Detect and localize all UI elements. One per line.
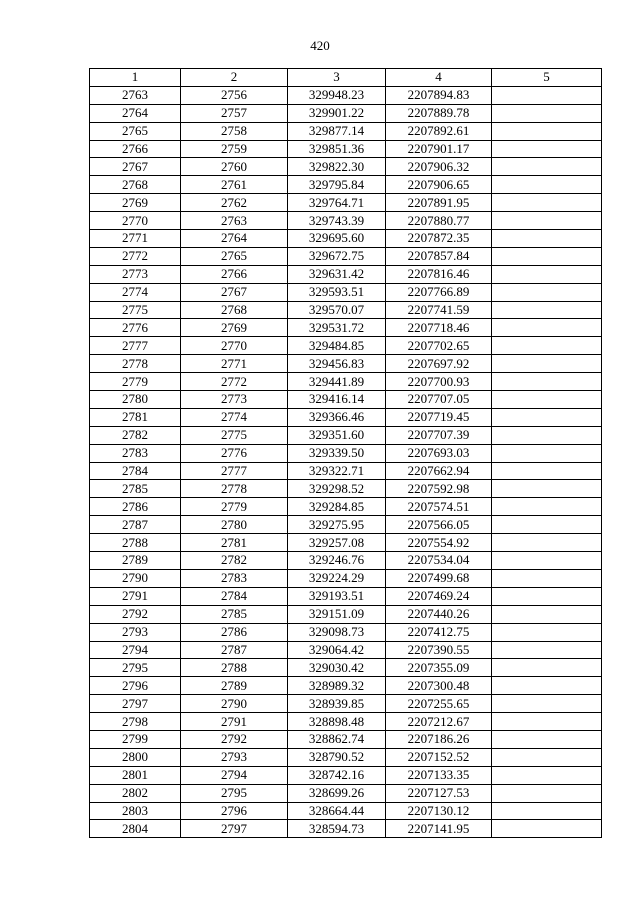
table-row xyxy=(90,802,602,820)
table-cell xyxy=(492,784,602,802)
table-cell xyxy=(492,480,602,498)
table-cell: 2207662.94 xyxy=(386,462,492,480)
table-cell xyxy=(492,373,602,391)
table-cell: 2786 xyxy=(90,498,181,516)
table-cell xyxy=(492,587,602,605)
table-cell: 2207697.92 xyxy=(386,355,492,373)
table-cell: 2207894.83 xyxy=(386,86,492,104)
table-cell: 2207440.26 xyxy=(386,605,492,623)
table-cell: 329275.95 xyxy=(288,516,386,534)
table-cell: 329531.72 xyxy=(288,319,386,337)
table-cell: 329351.60 xyxy=(288,426,386,444)
table-cell: 2771 xyxy=(181,355,288,373)
table-row xyxy=(90,373,602,391)
table-cell xyxy=(492,516,602,534)
table-cell: 2207857.84 xyxy=(386,247,492,265)
column-header: 1 xyxy=(90,69,181,87)
table-cell: 2207718.46 xyxy=(386,319,492,337)
table-row xyxy=(90,408,602,426)
table-cell: 2756 xyxy=(181,86,288,104)
table-cell xyxy=(492,194,602,212)
table-cell: 2798 xyxy=(90,713,181,731)
table-cell: 2789 xyxy=(90,552,181,570)
table-cell: 2793 xyxy=(90,623,181,641)
table-row xyxy=(90,516,602,534)
table-row xyxy=(90,498,602,516)
table-cell: 329366.46 xyxy=(288,408,386,426)
table-cell: 2787 xyxy=(181,641,288,659)
table-cell: 2766 xyxy=(90,140,181,158)
table-row xyxy=(90,444,602,462)
table-cell: 2207707.39 xyxy=(386,426,492,444)
table-cell: 2792 xyxy=(90,605,181,623)
table-cell: 2207574.51 xyxy=(386,498,492,516)
table-cell: 329193.51 xyxy=(288,587,386,605)
table-row xyxy=(90,784,602,802)
table-cell: 2207130.12 xyxy=(386,802,492,820)
table-cell: 329672.75 xyxy=(288,247,386,265)
table-cell xyxy=(492,301,602,319)
table-cell: 2794 xyxy=(181,766,288,784)
table-cell: 2782 xyxy=(181,552,288,570)
table-cell: 2207592.98 xyxy=(386,480,492,498)
table-cell xyxy=(492,820,602,838)
table-cell: 2761 xyxy=(181,176,288,194)
table-row xyxy=(90,283,602,301)
table-cell xyxy=(492,552,602,570)
table-cell: 329416.14 xyxy=(288,391,386,409)
table-cell: 2779 xyxy=(90,373,181,391)
table-cell: 2776 xyxy=(90,319,181,337)
page-number: 420 xyxy=(310,38,330,53)
table-cell: 329246.76 xyxy=(288,552,386,570)
table-row xyxy=(90,569,602,587)
table-cell: 2801 xyxy=(90,766,181,784)
table-cell xyxy=(492,462,602,480)
table-cell: 2794 xyxy=(90,641,181,659)
table-row xyxy=(90,480,602,498)
table-cell: 329764.71 xyxy=(288,194,386,212)
table-cell: 2207872.35 xyxy=(386,230,492,248)
header-row xyxy=(90,69,602,87)
table-cell: 2207127.53 xyxy=(386,784,492,802)
table-cell xyxy=(492,391,602,409)
table-cell: 2800 xyxy=(90,748,181,766)
table-cell: 2769 xyxy=(90,194,181,212)
table-cell: 2207906.32 xyxy=(386,158,492,176)
table-cell: 2770 xyxy=(181,337,288,355)
table-cell: 2207741.59 xyxy=(386,301,492,319)
column-header: 5 xyxy=(492,69,602,87)
table-cell: 2765 xyxy=(90,122,181,140)
table-cell xyxy=(492,623,602,641)
column-header: 4 xyxy=(386,69,492,87)
table-cell: 2773 xyxy=(90,265,181,283)
table-cell: 2207719.45 xyxy=(386,408,492,426)
table-row xyxy=(90,355,602,373)
table-cell xyxy=(492,104,602,122)
table-row xyxy=(90,766,602,784)
table-cell: 2775 xyxy=(90,301,181,319)
table-cell xyxy=(492,212,602,230)
table-cell: 2759 xyxy=(181,140,288,158)
table-row xyxy=(90,391,602,409)
table-cell: 2796 xyxy=(90,677,181,695)
table-row xyxy=(90,748,602,766)
table-cell: 2207300.48 xyxy=(386,677,492,695)
table-cell: 2207880.77 xyxy=(386,212,492,230)
table-cell xyxy=(492,569,602,587)
table-row xyxy=(90,623,602,641)
table-row xyxy=(90,176,602,194)
table-cell: 2757 xyxy=(181,104,288,122)
table-cell: 2789 xyxy=(181,677,288,695)
table-cell: 2767 xyxy=(181,283,288,301)
table-cell xyxy=(492,605,602,623)
table-row xyxy=(90,140,602,158)
table-cell xyxy=(492,748,602,766)
table-row xyxy=(90,337,602,355)
table-cell: 2803 xyxy=(90,802,181,820)
table-cell: 2772 xyxy=(181,373,288,391)
table-cell xyxy=(492,534,602,552)
table-row xyxy=(90,552,602,570)
table-row xyxy=(90,104,602,122)
table-row xyxy=(90,212,602,230)
table-cell: 2767 xyxy=(90,158,181,176)
table-cell xyxy=(492,86,602,104)
table-cell: 2772 xyxy=(90,247,181,265)
table-cell: 2207891.95 xyxy=(386,194,492,212)
table-cell: 2783 xyxy=(90,444,181,462)
table-cell: 328699.26 xyxy=(288,784,386,802)
table-cell: 2207889.78 xyxy=(386,104,492,122)
table-cell: 329593.51 xyxy=(288,283,386,301)
table-cell: 2784 xyxy=(90,462,181,480)
table-cell xyxy=(492,247,602,265)
table-cell: 329298.52 xyxy=(288,480,386,498)
table-row xyxy=(90,659,602,677)
table-cell: 2790 xyxy=(181,695,288,713)
table-row xyxy=(90,730,602,748)
table-cell: 2763 xyxy=(90,86,181,104)
table-cell: 2207702.65 xyxy=(386,337,492,355)
table-cell xyxy=(492,730,602,748)
table-cell: 2792 xyxy=(181,730,288,748)
table-cell: 2207566.05 xyxy=(386,516,492,534)
table-row xyxy=(90,265,602,283)
table-row xyxy=(90,820,602,838)
table-row xyxy=(90,587,602,605)
table-row xyxy=(90,426,602,444)
table-cell xyxy=(492,265,602,283)
table-cell: 2797 xyxy=(90,695,181,713)
table-cell: 2778 xyxy=(90,355,181,373)
table-cell: 2776 xyxy=(181,444,288,462)
table-cell: 2768 xyxy=(90,176,181,194)
table-cell: 2788 xyxy=(90,534,181,552)
table-cell: 2774 xyxy=(181,408,288,426)
table-row xyxy=(90,301,602,319)
table-cell: 2785 xyxy=(181,605,288,623)
table-cell: 2782 xyxy=(90,426,181,444)
table-cell: 2766 xyxy=(181,265,288,283)
table-row xyxy=(90,462,602,480)
table-cell: 2791 xyxy=(90,587,181,605)
table-cell: 329030.42 xyxy=(288,659,386,677)
table-cell: 329151.09 xyxy=(288,605,386,623)
table-cell: 329743.39 xyxy=(288,212,386,230)
table-cell: 2207906.65 xyxy=(386,176,492,194)
table-cell: 329339.50 xyxy=(288,444,386,462)
table-cell xyxy=(492,802,602,820)
table-cell: 328989.32 xyxy=(288,677,386,695)
table-cell xyxy=(492,498,602,516)
table-cell: 2783 xyxy=(181,569,288,587)
table-cell: 2207255.65 xyxy=(386,695,492,713)
table-cell xyxy=(492,641,602,659)
table-cell: 2207355.09 xyxy=(386,659,492,677)
table-cell: 2773 xyxy=(181,391,288,409)
table-cell: 2765 xyxy=(181,247,288,265)
table-cell: 2795 xyxy=(181,784,288,802)
table-cell: 329441.89 xyxy=(288,373,386,391)
table-cell: 2760 xyxy=(181,158,288,176)
table-cell: 2771 xyxy=(90,230,181,248)
table-cell: 2768 xyxy=(181,301,288,319)
table-cell: 329877.14 xyxy=(288,122,386,140)
table-cell: 329257.08 xyxy=(288,534,386,552)
table-row xyxy=(90,534,602,552)
column-header: 2 xyxy=(181,69,288,87)
table-cell xyxy=(492,695,602,713)
table-header xyxy=(90,69,602,87)
table-cell: 328594.73 xyxy=(288,820,386,838)
table-cell: 2770 xyxy=(90,212,181,230)
table-cell: 2763 xyxy=(181,212,288,230)
table-cell: 2207766.89 xyxy=(386,283,492,301)
table-cell: 2781 xyxy=(181,534,288,552)
table-cell: 2207469.24 xyxy=(386,587,492,605)
table-cell: 2207693.03 xyxy=(386,444,492,462)
table-cell: 328898.48 xyxy=(288,713,386,731)
table-cell: 329098.73 xyxy=(288,623,386,641)
table-cell: 2207133.35 xyxy=(386,766,492,784)
table-cell xyxy=(492,319,602,337)
table-cell: 2796 xyxy=(181,802,288,820)
table-cell: 2787 xyxy=(90,516,181,534)
table-row xyxy=(90,194,602,212)
table-row xyxy=(90,319,602,337)
table-cell: 2778 xyxy=(181,480,288,498)
table-cell: 2777 xyxy=(181,462,288,480)
table-row xyxy=(90,677,602,695)
table-cell: 2207186.26 xyxy=(386,730,492,748)
table-cell: 328742.16 xyxy=(288,766,386,784)
table-cell: 2764 xyxy=(90,104,181,122)
table-cell xyxy=(492,713,602,731)
table-cell: 328790.52 xyxy=(288,748,386,766)
table-cell: 2785 xyxy=(90,480,181,498)
table-cell: 2764 xyxy=(181,230,288,248)
table-cell: 2207892.61 xyxy=(386,122,492,140)
table-cell: 2802 xyxy=(90,784,181,802)
table-cell: 329570.07 xyxy=(288,301,386,319)
table-cell: 2207700.93 xyxy=(386,373,492,391)
table-cell: 2774 xyxy=(90,283,181,301)
table-cell: 2207534.04 xyxy=(386,552,492,570)
table-cell: 2784 xyxy=(181,587,288,605)
table-cell: 2207554.92 xyxy=(386,534,492,552)
table-row xyxy=(90,695,602,713)
table-cell: 2781 xyxy=(90,408,181,426)
table-body xyxy=(90,86,602,837)
table-cell: 2769 xyxy=(181,319,288,337)
table-cell: 329284.85 xyxy=(288,498,386,516)
table-cell: 328862.74 xyxy=(288,730,386,748)
table-cell: 329795.84 xyxy=(288,176,386,194)
table-cell: 329901.22 xyxy=(288,104,386,122)
table-row xyxy=(90,230,602,248)
table-cell: 329851.36 xyxy=(288,140,386,158)
column-header: 3 xyxy=(288,69,386,87)
table-row xyxy=(90,158,602,176)
table-cell: 2788 xyxy=(181,659,288,677)
table-cell: 2777 xyxy=(90,337,181,355)
table-cell: 2207499.68 xyxy=(386,569,492,587)
table-row xyxy=(90,605,602,623)
table-cell: 2786 xyxy=(181,623,288,641)
table-cell: 2207152.52 xyxy=(386,748,492,766)
table-cell xyxy=(492,122,602,140)
table-cell: 2793 xyxy=(181,748,288,766)
table-cell: 328664.44 xyxy=(288,802,386,820)
table-cell: 329456.83 xyxy=(288,355,386,373)
table-cell xyxy=(492,283,602,301)
table-cell: 2780 xyxy=(90,391,181,409)
table-cell: 329484.85 xyxy=(288,337,386,355)
table-cell: 2207212.67 xyxy=(386,713,492,731)
table-row xyxy=(90,122,602,140)
table-cell: 2804 xyxy=(90,820,181,838)
table-cell: 2780 xyxy=(181,516,288,534)
table-row xyxy=(90,641,602,659)
table-cell: 2790 xyxy=(90,569,181,587)
table-cell xyxy=(492,677,602,695)
coordinates-table xyxy=(89,68,602,838)
table-cell xyxy=(492,659,602,677)
table-cell: 329695.60 xyxy=(288,230,386,248)
table-cell xyxy=(492,140,602,158)
table-cell: 329224.29 xyxy=(288,569,386,587)
table-cell: 2207901.17 xyxy=(386,140,492,158)
table-cell xyxy=(492,355,602,373)
table-cell xyxy=(492,766,602,784)
table-cell xyxy=(492,176,602,194)
table-cell: 2791 xyxy=(181,713,288,731)
table-cell: 2775 xyxy=(181,426,288,444)
table-cell xyxy=(492,337,602,355)
table-cell xyxy=(492,158,602,176)
table-cell: 2799 xyxy=(90,730,181,748)
table-cell: 2797 xyxy=(181,820,288,838)
table-cell: 329948.23 xyxy=(288,86,386,104)
table-cell: 329631.42 xyxy=(288,265,386,283)
table-cell: 2762 xyxy=(181,194,288,212)
table-cell xyxy=(492,444,602,462)
table-row xyxy=(90,713,602,731)
table-cell: 329822.30 xyxy=(288,158,386,176)
table-cell: 2758 xyxy=(181,122,288,140)
table-cell: 2795 xyxy=(90,659,181,677)
table-cell: 2779 xyxy=(181,498,288,516)
table-cell: 328939.85 xyxy=(288,695,386,713)
table-cell: 329064.42 xyxy=(288,641,386,659)
table-cell xyxy=(492,408,602,426)
table-cell: 2207816.46 xyxy=(386,265,492,283)
table-cell: 2207141.95 xyxy=(386,820,492,838)
table-row xyxy=(90,86,602,104)
table-cell xyxy=(492,426,602,444)
table-row xyxy=(90,247,602,265)
table-cell: 2207390.55 xyxy=(386,641,492,659)
table-cell: 2207412.75 xyxy=(386,623,492,641)
table-cell xyxy=(492,230,602,248)
table-cell: 2207707.05 xyxy=(386,391,492,409)
table-cell: 329322.71 xyxy=(288,462,386,480)
